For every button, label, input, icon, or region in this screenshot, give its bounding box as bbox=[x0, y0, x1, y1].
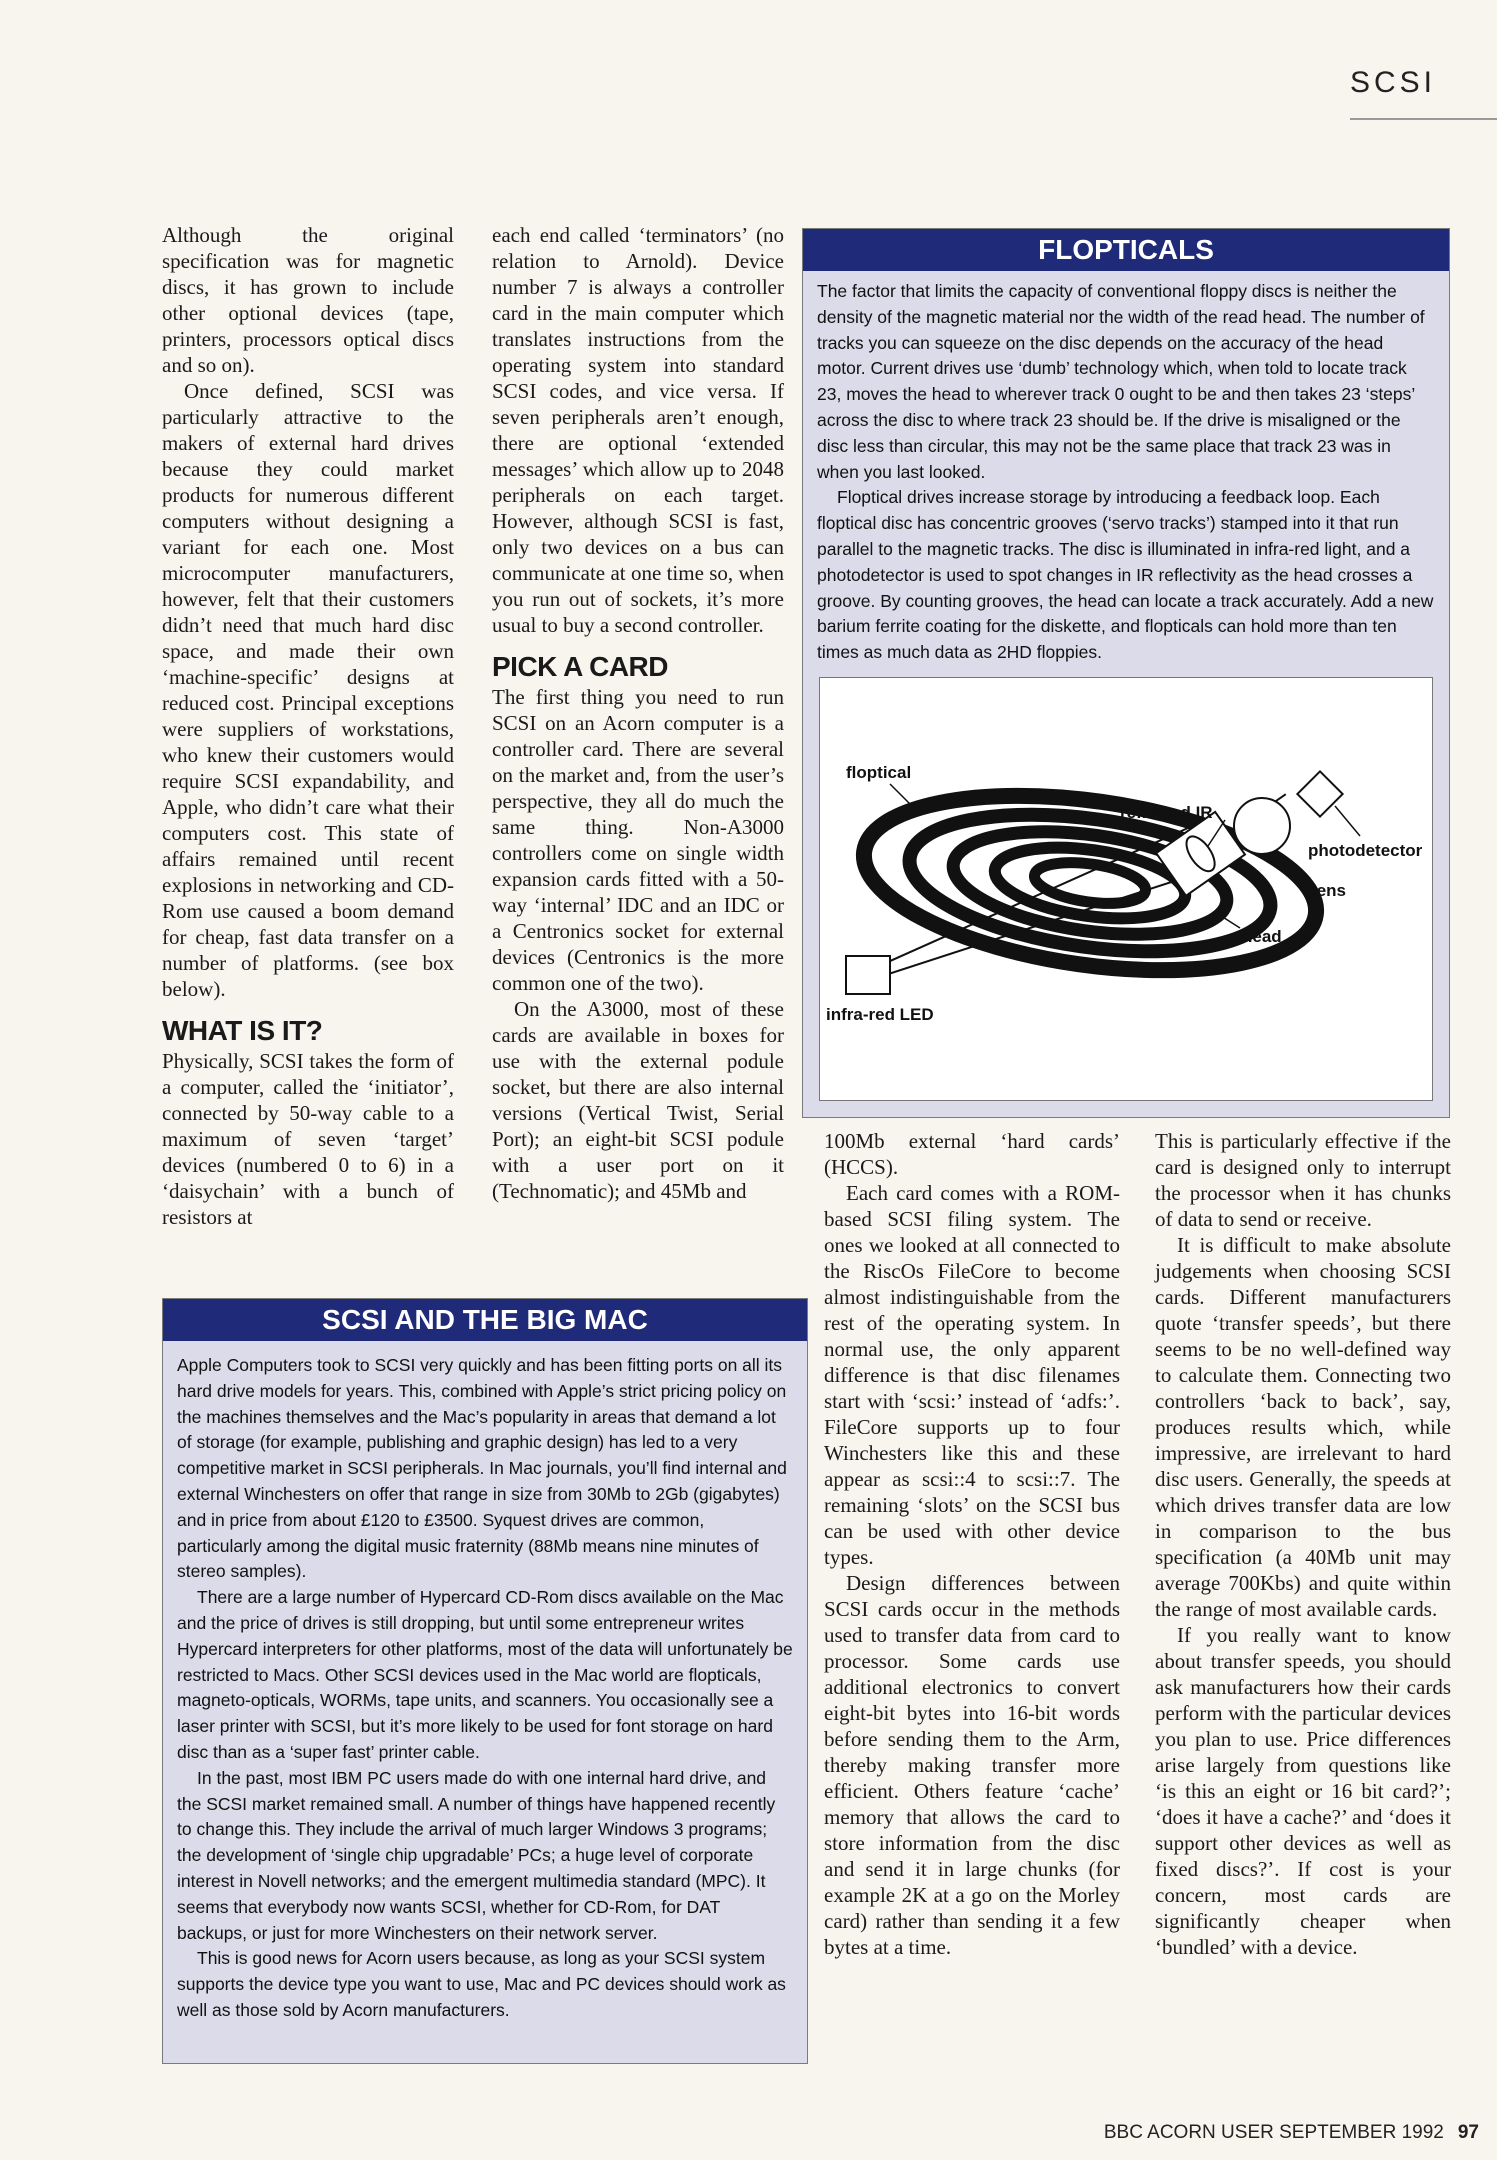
floptical-diagram-svg bbox=[820, 678, 1432, 1100]
flopticals-paragraph: Floptical drives increase storage by introducing a feedback loop. Each floptical disc has concentric grooves (‘servo tracks’) stamped into it that run parallel to the magnetic tracks. The disc is illuminated in infra-red light, and a photodetector is used to spot changes in IR reflectivity as the head crosses a groove. By counting grooves, the head can locate a track accurately. Add a new barium ferrite coating for the diskette, and flopticals can hold more than ten times as much data as 2HD floppies. bbox=[817, 487, 1434, 663]
col4-paragraph: If you really want to know about transfer speeds, you should ask manufacturers how their cards perform with the particular devices you plan to use. Price differences arise largely from questions like ‘is this an eight or 16 bit card?’; ‘does it have a cache?’ and ‘does it support other devices as well as fixed discs?’. If cost is your concern, most cards are significantly cheaper when ‘bundled’ with a device. bbox=[1155, 1623, 1451, 1959]
col1-paragraph: Once defined, SCSI was particularly attractive to the makers of external hard drives because they could market products for numerous different computers without designing a variant for each one. Most microcomputer manufacturers, however, felt that their customers didn’t need that much hard disc space, and made their own ‘machine-specific’ designs at reduced cost. Principal exceptions were suppliers of workstations, who knew their customers would require SCSI expandability, and Apple, who didn’t care what their computers cost. This state of affairs remained until recent explosions in networking and CD-Rom use caused a boom demand for cheap, fast data transfer on a number of platforms. (see box below). bbox=[162, 379, 454, 1001]
label-reflected-ir: reflected IR bbox=[1120, 803, 1213, 822]
col3-paragraph: Each card comes with a ROM-based SCSI filing system. The ones we looked at all connected to the RiscOs FileCore to become almost indistinguishable from the rest of the operating system. In normal use, the only apparent difference is that disc filenames start with ‘scsi:’ instead of ‘adfs:’. FileCore supports up to four Winchesters like this and these appear as scsi::4 to scsi::7. The remaining ‘slots’ on the SCSI bus can be used with other device types. bbox=[824, 1181, 1120, 1569]
col2-paragraph: The first thing you need to run SCSI on an Acorn computer is a controller card. There are several on the market and, from the user’s perspective, they all do much the same thing. Non-A3000 controllers come on single width expansion cards fitted with a 50-way ‘internal’ IDC and an IDC or a Centronics socket for external devices (Centronics is the more common one of the two). bbox=[492, 685, 784, 995]
big-mac-paragraph: Apple Computers took to SCSI very quickly and has been fitting ports on all its hard drive models for years. This, combined with Apple’s strict pricing policy on the machines themselves and the Mac’s popularity in areas that demand a lot of storage (for example, publishing and graphic design) has led to a very competitive market in SCSI peripherals. In Mac journals, you’ll find internal and external Winchesters on offer that range in size from 30Mb to 2Gb (gigabytes) and in price from about £120 to £3500. Syquest drives are common, particularly among the digital music fraternity (88Mb means nine minutes of stereo samples). bbox=[177, 1355, 787, 1582]
lens-shape bbox=[1234, 798, 1290, 854]
flopticals-box bbox=[802, 228, 1450, 1118]
big-mac-body bbox=[163, 1341, 807, 2030]
page-footer bbox=[1104, 2122, 1479, 2144]
big-mac-paragraph: This is good news for Acorn users because, as long as your SCSI system supports the device type you want to use, Mac and PC devices should work as well as those sold by Acorn manufacturers. bbox=[177, 1948, 786, 2020]
flopticals-paragraph: The factor that limits the capacity of conventional floppy discs is neither the density of the magnetic material nor the width of the read head. The number of tracks you can squeeze on the disc depends on the accuracy of the head motor. Current drives use ‘dumb’ technology which, when told to locate track 23, moves the head to wherever track 0 ought to be and then takes 23 ‘steps’ across the disc to where track 23 should be. If the drive is misaligned or the disc less than circular, this may not be the same place that track 23 was in when you last looked. bbox=[817, 281, 1425, 482]
label-floptical: floptical bbox=[846, 763, 912, 782]
photodetector-shape bbox=[1297, 771, 1342, 816]
label-lens: lens bbox=[1312, 881, 1347, 900]
section-rule bbox=[1350, 118, 1497, 120]
label-infra-red-led: infra-red LED bbox=[826, 1005, 934, 1024]
big-mac-box bbox=[162, 1298, 808, 2064]
col2-paragraph: On the A3000, most of these cards are available in boxes for use with the external podule socket, but there are also internal versions (Vertical Twist, Serial Port); an eight-bit SCSI podule with a user port on it (Technomatic); and 45Mb and bbox=[492, 997, 784, 1203]
label-head: head bbox=[1242, 927, 1282, 946]
col4-paragraph: It is difficult to make absolute judgements when choosing SCSI cards. Different manufacturers quote ‘transfer speeds’, but there seems to be no well-defined way to calculate them. Connecting two controllers ‘back to back’, say, produces results which, while impressive, are irrelevant to hard disc users. Generally, the speeds at which drives transfer data are low in comparison to the bus specification (a 40Mb unit may average 700Kbs) and quite within the range of most available cards. bbox=[1155, 1233, 1451, 1621]
col4-paragraph: This is particularly effective if the card is designed only to interrupt the processor when it has chunks of data to send or receive. bbox=[1155, 1129, 1451, 1231]
article-column-1 bbox=[162, 222, 454, 1230]
col1-paragraph: Although the original specification was for magnetic discs, it has grown to include other optional devices (tape, printers, processors optical discs and so on). bbox=[162, 223, 454, 377]
col1-paragraph: Physically, SCSI takes the form of a computer, called the ‘initiator’, connected by 50-way cable to a maximum of seven ‘target’ devices (numbered 0 to 6) in a ‘daisychain’ with a bunch of resistors at bbox=[162, 1049, 454, 1229]
flopticals-body bbox=[803, 271, 1449, 672]
publication-line: BBC ACORN USER SEPTEMBER 1992 bbox=[1103, 2122, 1444, 2143]
heading-what-is-it: WHAT IS IT? bbox=[162, 1015, 323, 1046]
article-column-3 bbox=[824, 1128, 1120, 1960]
floptical-diagram bbox=[819, 677, 1433, 1101]
big-mac-paragraph: There are a large number of Hypercard CD-Rom discs available on the Mac and the price of drives is still dropping, but until some entrepreneur writes Hypercard interpreters for other platforms, most of the data will unfortunately be restricted to Macs. Other SCSI devices used in the Mac world are flopticals, magneto-opticals, WORMs, tape units, and scanners. You occasionally see a laser printer with SCSI, but it’s more likely to be used for font storage on hard disc than as a ‘super fast’ printer cable. bbox=[177, 1587, 793, 1762]
section-tag: SCSI bbox=[1350, 66, 1437, 99]
infra-red-led-shape bbox=[846, 956, 890, 994]
page-number: 97 bbox=[1457, 2122, 1479, 2143]
article-column-2 bbox=[492, 222, 784, 1204]
col3-paragraph: Design differences between SCSI cards occur in the methods used to transfer data from card to processor. Some cards use additional electronics to convert eight-bit bytes into 16-bit words before sending them to the Arm, thereby making transfer more efficient. Others feature ‘cache’ memory that allows the card to store information from the disc and send it in large chunks (for example 2K at a go on the Morley card) rather than sending it a few bytes at a time. bbox=[824, 1571, 1120, 1959]
label-photodetector: photodetector bbox=[1308, 841, 1423, 860]
heading-pick-a-card: PICK A CARD bbox=[492, 651, 668, 682]
big-mac-title: SCSI AND THE BIG MAC bbox=[163, 1299, 807, 1341]
col3-paragraph: 100Mb external ‘hard cards’ (HCCS). bbox=[824, 1129, 1120, 1179]
article-column-4 bbox=[1155, 1128, 1451, 1960]
flopticals-title: FLOPTICALS bbox=[803, 229, 1449, 271]
big-mac-paragraph: In the past, most IBM PC users made do with one internal hard drive, and the SCSI market remained small. A number of things have happened recently to change this. They include the arrival of much larger Windows 3 programs; the development of ‘single chip upgradable’ PCs; a huge level of corporate interest in Novell networks; and the emergent multimedia standard (MPC). It seems that everybody now wants SCSI, whether for CD-Rom, for DAT backups, or just for more Winchesters on their network server. bbox=[177, 1767, 776, 1943]
col2-paragraph: each end called ‘terminators’ (no relation to Arnold). Device number 7 is always a controller card in the main computer which translates instructions from the operating system into standard SCSI codes, and vice versa. If seven peripherals aren’t enough, there are optional ‘extended messages’ which allow up to 2048 peripherals on each target. However, although SCSI is fast, only two devices on a bus can communicate at one time so, when you run out of sockets, it’s more usual to buy a second controller. bbox=[492, 223, 784, 637]
